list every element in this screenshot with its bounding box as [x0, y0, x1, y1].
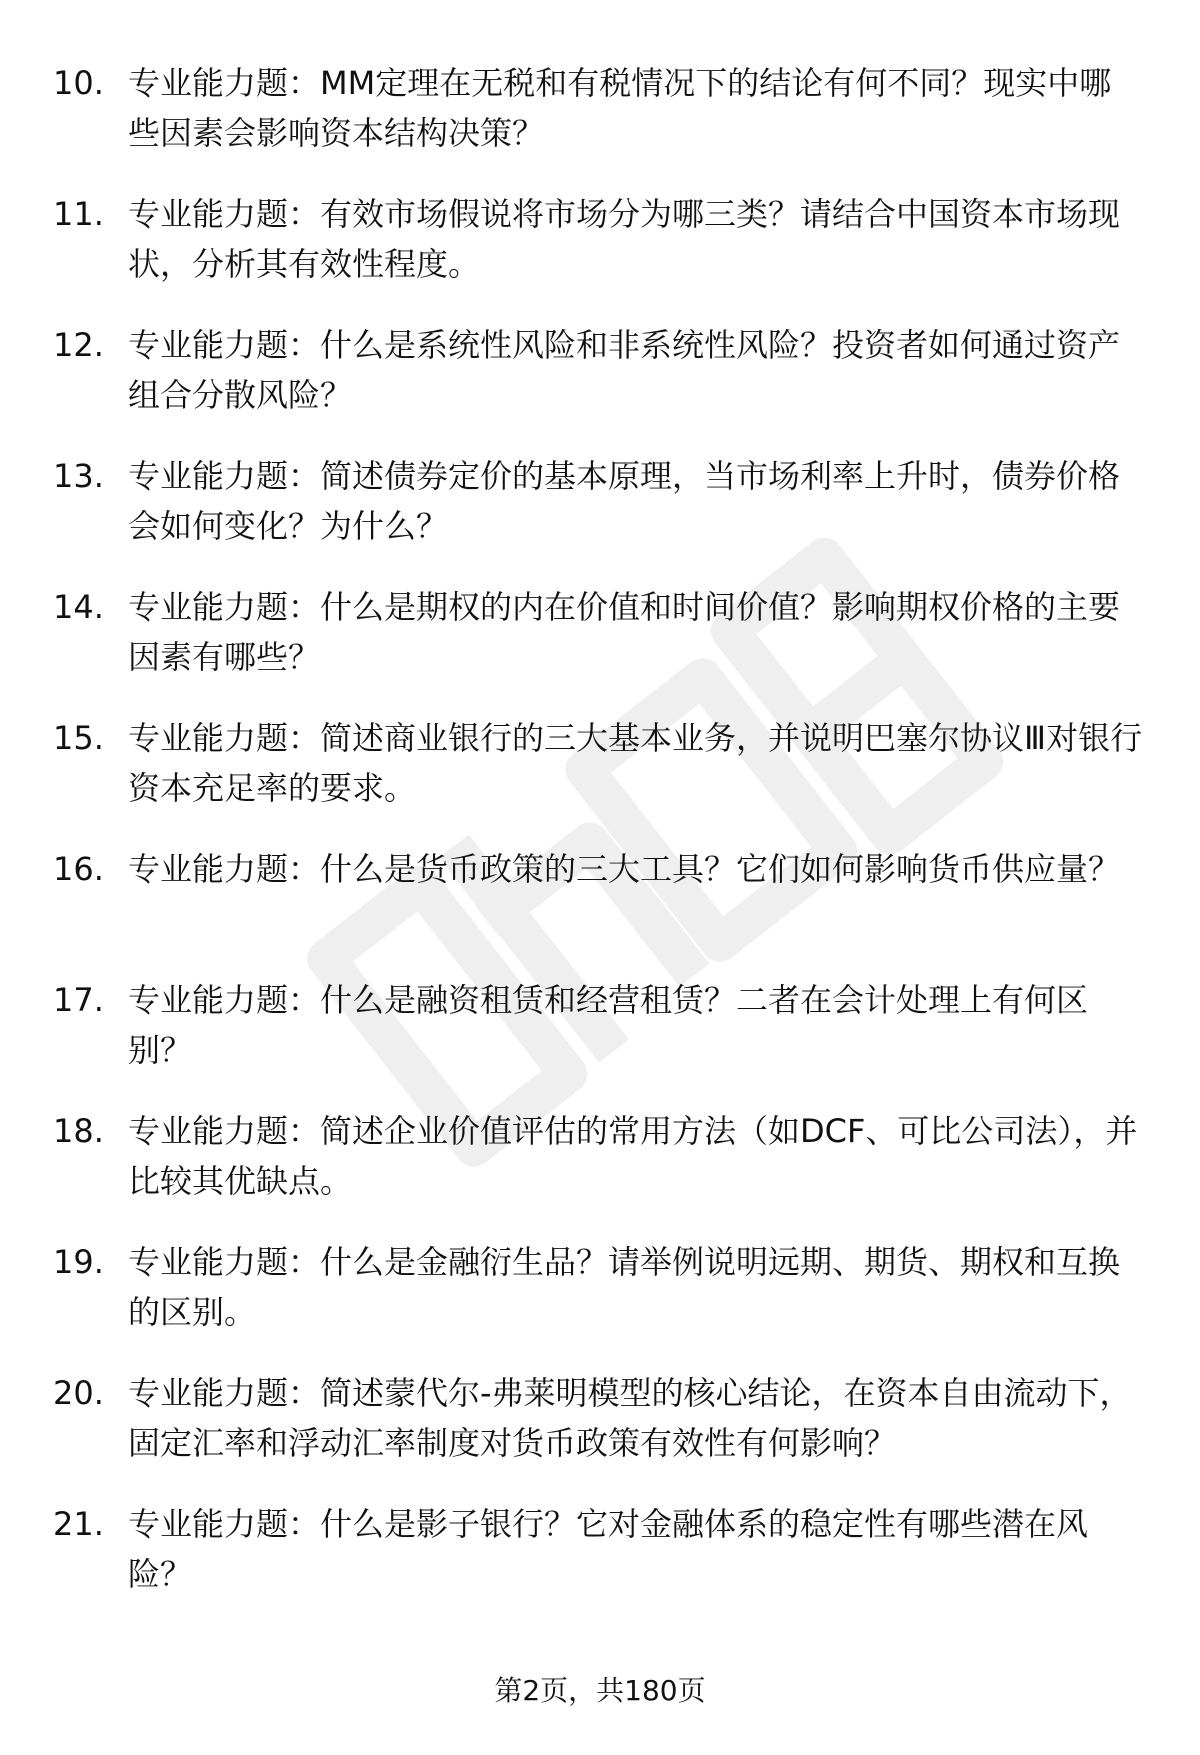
question-item — [0, 1368, 1200, 1499]
question-item — [0, 1237, 1200, 1368]
question-text: 专业能力题：简述企业价值评估的常用方法（如DCF、可比公司法），并比较其优缺点。 — [128, 1112, 1138, 1200]
question-item — [0, 975, 1200, 1106]
question-item — [0, 189, 1200, 320]
question-item — [0, 58, 1200, 189]
question-number: 18. — [53, 1112, 104, 1150]
question-number: 10. — [53, 64, 104, 102]
question-item — [0, 320, 1200, 451]
question-text: 专业能力题：什么是货币政策的三大工具？它们如何影响货币供应量？ — [128, 850, 1121, 888]
question-text: 专业能力题：什么是影子银行？它对金融体系的稳定性有哪些潜在风险？ — [128, 1505, 1089, 1593]
question-number: 16. — [53, 850, 104, 888]
question-item — [0, 582, 1200, 713]
question-text: 专业能力题：简述债券定价的基本原理，当市场利率上升时，债券价格会如何变化？为什么？ — [128, 457, 1121, 545]
question-text: 专业能力题：什么是融资租赁和经营租赁？二者在会计处理上有何区别？ — [128, 981, 1089, 1069]
question-text: 专业能力题：什么是金融衍生品？请举例说明远期、期货、期权和互换的区别。 — [128, 1243, 1121, 1331]
question-number: 17. — [53, 981, 104, 1019]
question-number: 12. — [53, 326, 104, 364]
question-text: 专业能力题：什么是期权的内在价值和时间价值？影响期权价格的主要因素有哪些？ — [128, 588, 1121, 676]
question-number: 19. — [53, 1243, 104, 1281]
question-item — [0, 713, 1200, 844]
question-number: 13. — [53, 457, 104, 495]
question-text: 专业能力题：MM定理在无税和有税情况下的结论有何不同？现实中哪些因素会影响资本结构决策？ — [128, 64, 1112, 152]
question-text: 专业能力题：什么是系统性风险和非系统性风险？投资者如何通过资产组合分散风险？ — [128, 326, 1121, 414]
question-number: 15. — [53, 719, 104, 757]
question-text: 专业能力题：简述商业银行的三大基本业务，并说明巴塞尔协议Ⅲ对银行资本充足率的要求。 — [128, 719, 1143, 807]
question-item — [0, 451, 1200, 582]
question-number: 14. — [53, 588, 104, 626]
question-list — [0, 58, 1200, 1630]
question-number: 11. — [53, 195, 104, 233]
question-item — [0, 1499, 1200, 1630]
page-indicator: 第2页，共180页 — [494, 1674, 706, 1707]
question-item — [0, 1106, 1200, 1237]
question-text: 专业能力题：有效市场假说将市场分为哪三类？请结合中国资本市场现状，分析其有效性程度。 — [128, 195, 1121, 283]
question-text: 专业能力题：简述蒙代尔-弗莱明模型的核心结论，在资本自由流动下，固定汇率和浮动汇率制度对货币政策有效性有何影响？ — [128, 1374, 1132, 1462]
question-number: 21. — [53, 1505, 104, 1543]
question-number: 20. — [53, 1374, 104, 1412]
question-item — [0, 844, 1200, 975]
